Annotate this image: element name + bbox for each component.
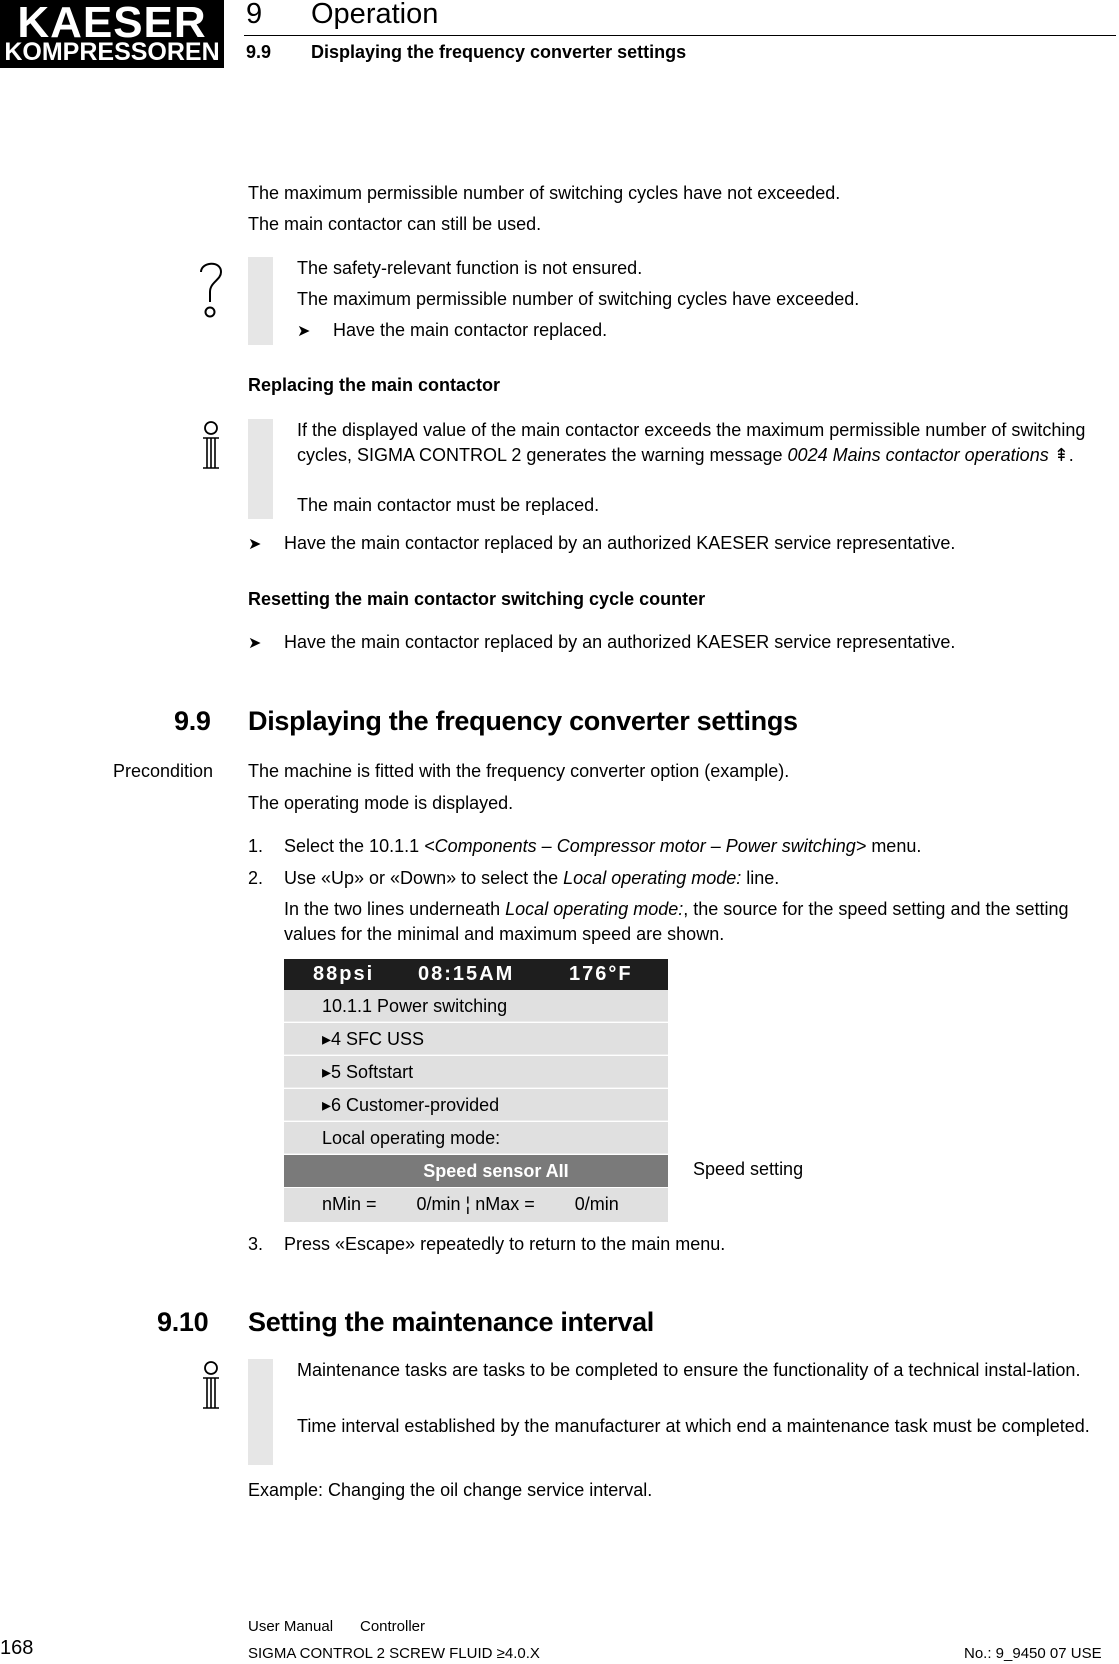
chapter-number: 9 <box>246 0 263 30</box>
step-1 <box>284 834 921 858</box>
info-bar <box>248 1359 273 1465</box>
display-row <box>284 990 668 1022</box>
speed-limits: nMin = 0/min ¦ nMax = 0/min <box>322 1194 619 1214</box>
precondition-label: Precondition <box>113 761 214 781</box>
step-2-text: Use «Up» or «Down» to select the <box>284 868 564 888</box>
speed-source-value: Speed sensor AII <box>423 1161 569 1181</box>
info-bar <box>248 419 273 519</box>
footer-doc-number: No.: 9_9450 07 USE <box>964 1645 1102 1662</box>
status-time: 08:15AM <box>418 963 515 985</box>
display-row-text: ▸6 Customer-provided <box>322 1095 500 1115</box>
footer-doc-type: User Manual <box>248 1618 334 1635</box>
display-row <box>284 1089 668 1121</box>
controller-display <box>284 959 668 1222</box>
replacing-info <box>297 418 1117 468</box>
section-99-number: 9.9 <box>174 706 211 736</box>
display-row <box>284 1188 668 1222</box>
heading-resetting: Resetting the main contactor switching cycle counter <box>248 589 706 609</box>
resetting-action: Have the main contactor replaced by an authorized KAESER service representative. <box>284 632 956 652</box>
display-row <box>284 1056 668 1088</box>
note1-line-2: The maximum permissible number of switching cycles have exceeded. <box>297 289 860 309</box>
info-icon <box>198 420 224 472</box>
header-rule <box>244 35 1116 36</box>
display-row <box>284 1023 668 1055</box>
note1-line-1: The safety-relevant function is not ensured. <box>297 258 643 278</box>
display-row-text: Local operating mode: <box>322 1128 501 1148</box>
step-2-end: line. <box>741 868 780 888</box>
step-2-detail <box>284 897 1102 947</box>
display-row-text: ▸4 SFC USS <box>322 1029 425 1049</box>
header-section-number: 9.9 <box>246 42 272 62</box>
speed-setting-callout: Speed setting <box>693 1159 804 1179</box>
display-row-text: 10.1.1 Power switching <box>322 996 508 1016</box>
arrow-bullet-icon: ➤ <box>248 635 262 652</box>
heading-replacing: Replacing the main contactor <box>248 375 501 395</box>
section-910-title: Setting the maintenance interval <box>248 1307 654 1337</box>
arrow-bullet-icon: ➤ <box>297 323 311 340</box>
step-1-number: 1. <box>248 836 264 856</box>
chapter-title: Operation <box>311 0 439 30</box>
step-1-end: menu. <box>866 836 922 856</box>
precondition-line-2: The operating mode is displayed. <box>248 793 514 813</box>
intro-line-2: The main contactor can still be used. <box>248 214 542 234</box>
maintenance-info-1: Maintenance tasks are tasks to be completed to ensure the functionality of a technical instal-lation. <box>297 1360 1081 1380</box>
note1-action: Have the main contactor replaced. <box>333 320 608 340</box>
precondition-line-1: The machine is fitted with the frequency converter option (example). <box>248 761 790 781</box>
replacing-info-end: . <box>1068 445 1074 465</box>
step-2-line-name: Local operating mode: <box>563 868 742 888</box>
step-2-detail-text: In the two lines underneath <box>284 899 506 919</box>
step-2-detail-end: , the source for the speed setting and the setting values for the minimal and maximum speed are shown. <box>284 899 1069 944</box>
replacing-info-text: If the displayed value of the main contactor exceeds the maximum permissible number of switching cycles, SIGMA CONTROL 2 generates the warning message <box>297 420 1086 465</box>
step-3-number: 3. <box>248 1234 264 1254</box>
maintenance-info-2: Time interval established by the manufacturer at which end a maintenance task must be completed. <box>297 1416 1090 1436</box>
footer-doc-subject: Controller <box>360 1618 426 1635</box>
display-row-text: ▸5 Softstart <box>322 1062 414 1082</box>
step-2 <box>284 866 779 890</box>
note-bar <box>248 257 273 345</box>
section-99-title: Displaying the frequency converter settings <box>248 706 798 736</box>
maintenance-example: Example: Changing the oil change service interval. <box>248 1480 653 1500</box>
arrow-bullet-icon: ➤ <box>248 536 262 553</box>
replacing-action: Have the main contactor replaced by an authorized KAESER service representative. <box>284 533 956 553</box>
header-section-title: Displaying the frequency converter settings <box>311 42 687 62</box>
kaeser-logo <box>0 0 224 68</box>
step-2-number: 2. <box>248 868 264 888</box>
step-1-menu-path: <Components – Compressor motor – Power switching> <box>424 836 867 856</box>
status-temperature: 176°F <box>569 963 633 985</box>
status-pressure: 88psi <box>313 963 375 985</box>
question-mark-icon <box>196 258 226 320</box>
step-2-detail-line-name: Local operating mode: <box>505 899 684 919</box>
warning-message: 0024 Mains contactor operations ⇞ <box>787 445 1069 465</box>
footer-product: SIGMA CONTROL 2 SCREW FLUID ≥4.0.X <box>248 1645 540 1662</box>
page-number: 168 <box>0 1637 34 1659</box>
section-910-number: 9.10 <box>157 1307 209 1337</box>
display-row <box>284 1122 668 1154</box>
logo-line2: KOMPRESSOREN <box>4 38 220 66</box>
replacing-info-line-2: The main contactor must be replaced. <box>297 495 600 515</box>
info-icon <box>198 1360 224 1412</box>
intro-line-1: The maximum permissible number of switching cycles have not exceeded. <box>248 183 841 203</box>
step-3: Press «Escape» repeatedly to return to the main menu. <box>284 1234 726 1254</box>
step-1-text: Select the 10.1.1 <box>284 836 425 856</box>
logo-line1: KAESER <box>17 0 207 47</box>
display-row-highlighted <box>284 1155 668 1187</box>
display-status-bar <box>284 959 668 990</box>
